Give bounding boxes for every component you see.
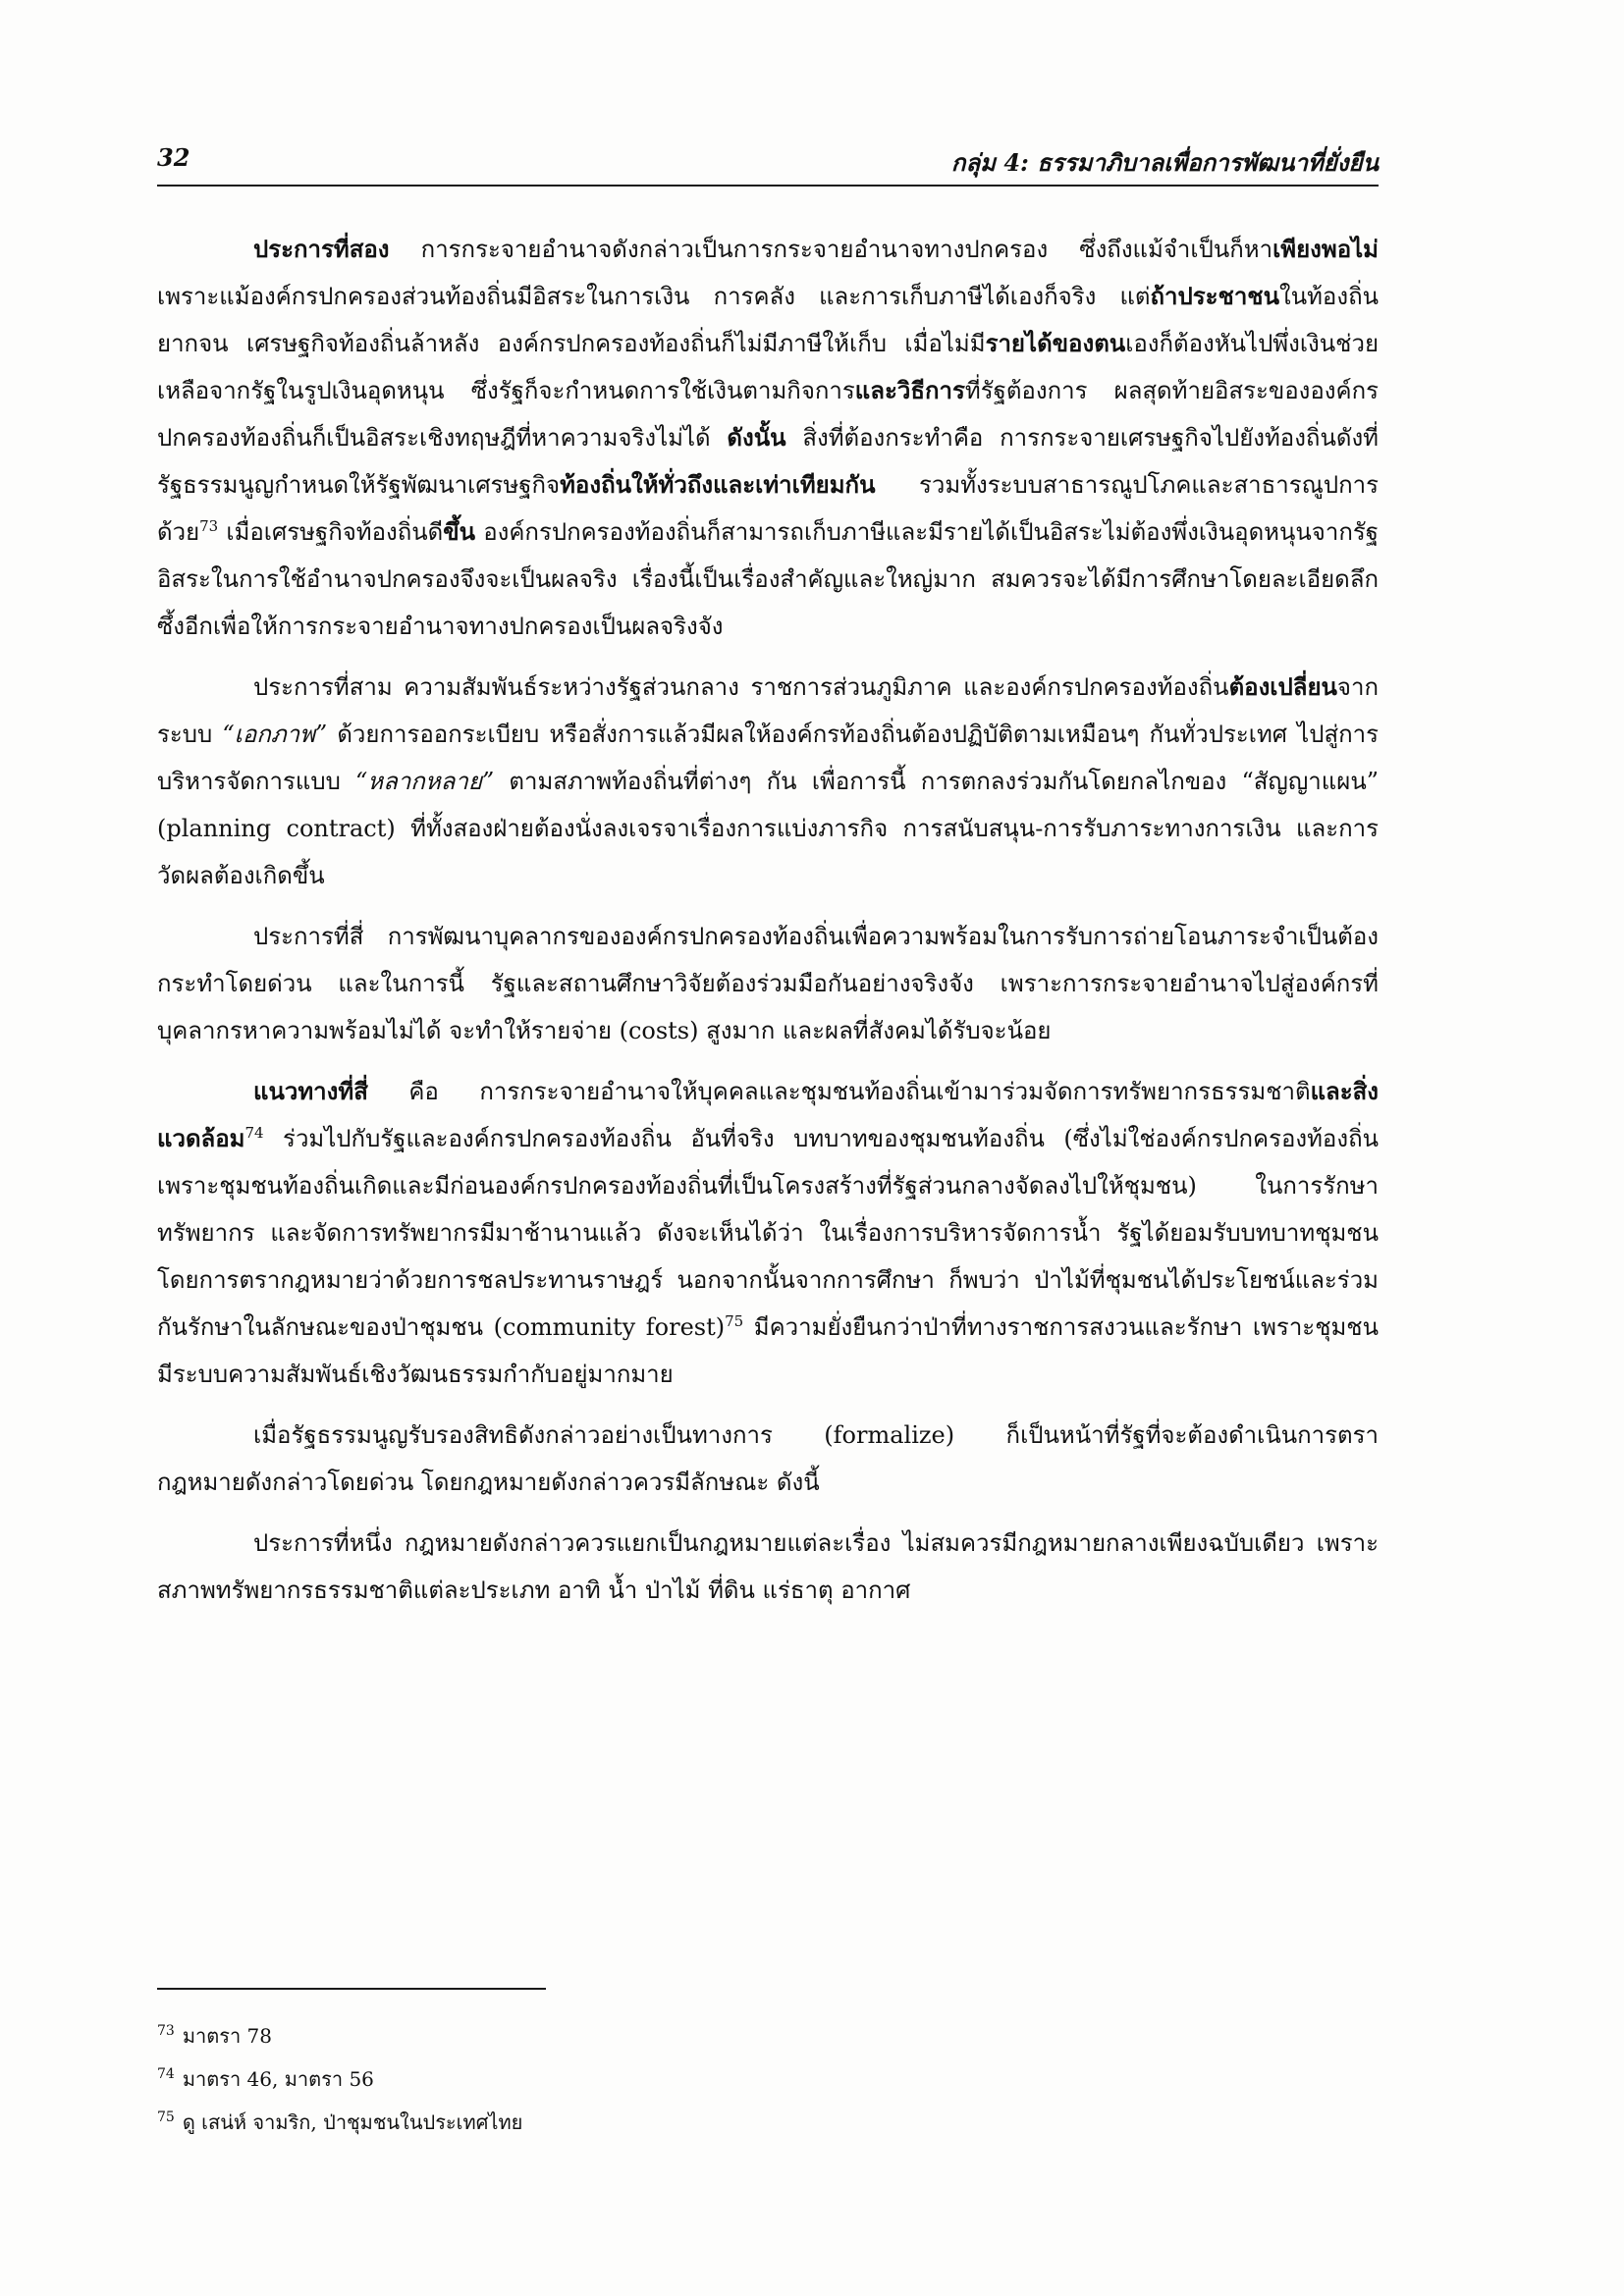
text-run: มีความยั่งยืนกว่าป่าที่ทางราชการสงวนและรักษา เพราะชุมชนมีระบบความสัมพันธ์เชิงวัฒนธรรมกำกับอยู่มากมาย <box>157 1313 1379 1388</box>
bold-run: ดังนั้น <box>727 423 786 452</box>
page-number: 32 <box>157 143 190 172</box>
footnote-text: มาตรา 46, มาตรา 56 <box>182 2067 374 2091</box>
bold-run: ท้องถิ่นให้ทั่วถึงและเท่าเทียมกัน <box>560 470 876 499</box>
italic-run: “หลากหลาย” <box>355 768 495 795</box>
footnotes <box>157 2014 1041 2144</box>
text-run: ตามสภาพท้องถิ่นที่ต่างๆ กัน เพื่อการนี้ การตกลงร่วมกันโดยกลไกของ “สัญญาแผน” (planning contract) ที่ทั้งสองฝ่ายต้องนั่งลงเจรจาเรื่องการแบ่งภารกิจ การสนับสนุน-การรับภาระทางการเงิน และการวัดผลต้องเกิดขึ้น <box>157 768 1379 889</box>
bold-run: ขึ้น <box>443 517 476 546</box>
footnote-number: 74 <box>157 2066 175 2083</box>
text-run: ร่วมไปกับรัฐและองค์กรปกครองท้องถิ่น อันที่จริง บทบาทของชุมชนท้องถิ่น (ซึ่งไม่ใช่องค์กรปกครองท้องถิ่น เพราะชุมชนท้องถิ่นเกิดและมีก่อนองค์กรปกครองท้องถิ่นที่เป็นโครงสร้างที่รัฐส่วนกลางจัดลงไปให้ชุมชน) ในการรักษาทรัพยากร และจัดการทรัพยากรมีมาช้านานแล้ว ดังจะเห็นได้ว่า ในเรื่องการบริหารจัดการน้ำ รัฐได้ยอมรับบทบาทชุมชนโดยการตรากฎหมายว่าด้วยการชลประทานราษฎร์ นอกจากนั้นจากการศึกษา ก็พบว่า ป่าไม้ที่ชุมชนได้ประโยชน์และร่วมกันรักษาในลักษณะของป่าชุมชน (community forest) <box>157 1125 1379 1341</box>
bold-run: รายได้ของตน <box>985 329 1126 357</box>
text-run: เมื่อรัฐธรรมนูญรับรองสิทธิดังกล่าวอย่างเป็นทางการ (formalize) ก็เป็นหน้าที่รัฐที่จะต้องดำเนินการตรากฎหมายดังกล่าวโดยด่วน โดยกฎหมายดังกล่าวควรมีลักษณะ ดังนี้ <box>157 1421 1379 1496</box>
text-run: ด้วยการออกระเบียบ หรือสั่งการแล้วมีผลให้องค์กรท้องถิ่นต้องปฏิบัติตามเหมือนๆ กันทั่วประเทศ ไปสู่การบริหารจัดการแบบ <box>157 721 1379 795</box>
bold-run: ถ้าประชาชน <box>1150 282 1279 310</box>
text-run: รวมทั้งระบบสาธารณูปโภคและสาธารณูปการด้วย <box>157 471 1379 546</box>
text-run: เพราะแม้องค์กรปกครองส่วนท้องถิ่นมีอิสระในการเงิน การคลัง และการเก็บภาษีได้เองก็จริง แต่ <box>157 283 1151 310</box>
paragraph <box>157 913 1379 1054</box>
text-run: สิ่งที่ต้องกระทำคือ การกระจายเศรษฐกิจไปยังท้องถิ่นดังที่รัฐธรรมนูญกำหนดให้รัฐพัฒนาเศรษฐกิจ <box>157 424 1379 499</box>
footnote-number: 75 <box>157 2109 175 2126</box>
body-text <box>157 226 1379 1628</box>
bold-run: แนวทางที่สี่ <box>253 1077 368 1105</box>
bold-run: เพียงพอไม่ <box>1272 235 1379 263</box>
text-run: เองก็ต้องหันไปพึ่งเงินช่วยเหลือจากรัฐในรูปเงินอุดหนุน ซึ่งรัฐก็จะกำหนดการใช้เงินตามกิจการ <box>157 330 1379 404</box>
text-run: เมื่อเศรษฐกิจท้องถิ่นดี <box>218 518 444 546</box>
footnote-ref: 73 <box>199 517 219 535</box>
footnote-rule <box>157 1988 546 1990</box>
footnote-number: 73 <box>157 2023 175 2040</box>
footnote <box>157 2101 1041 2144</box>
text-run: ประการที่สี่ การพัฒนาบุคลากรขององค์กรปกครองท้องถิ่นเพื่อความพร้อมในการรับการถ่ายโอนภาระจำเป็นต้องกระทำโดยด่วน และในการนี้ รัฐและสถานศึกษาวิจัยต้องร่วมมือกันอย่างจริงจัง เพราะการกระจายอำนาจไปสู่องค์กรที่บุคลากรหาความพร้อมไม่ได้ จะทำให้รายจ่าย (costs) สูงมาก และผลที่สังคมได้รับจะน้อย <box>157 923 1379 1044</box>
italic-run: “เอกภาพ” <box>222 721 328 748</box>
footnote-ref: 74 <box>244 1124 264 1142</box>
footnote-text: ดู เสน่ห์ จามริก, ป่าชุมชนในประเทศไทย <box>182 2110 523 2134</box>
running-title: กลุ่ม 4: ธรรมาภิบาลเพื่อการพัฒนาที่ยั่งยืน <box>950 148 1379 177</box>
bold-run: ประการที่สอง <box>253 235 390 263</box>
text-run: ที่รัฐต้องการ ผลสุดท้ายอิสระขององค์กรปกครองท้องถิ่นก็เป็นอิสระเชิงทฤษฎีที่หาความจริงไม่ได้ <box>157 377 1379 452</box>
paragraph <box>157 226 1379 650</box>
footnote-ref: 75 <box>725 1312 744 1330</box>
text-run: ในท้องถิ่นยากจน เศรษฐกิจท้องถิ่นล้าหลัง องค์กรปกครองท้องถิ่นก็ไม่มีภาษีให้เก็บ เมื่อไม่มี <box>157 283 1379 357</box>
text-run: ประการที่สาม ความสัมพันธ์ระหว่างรัฐส่วนกลาง ราชการส่วนภูมิภาค และองค์กรปกครองท้องถิ่น <box>253 673 1229 701</box>
running-head <box>157 143 1379 183</box>
header-rule <box>157 185 1379 187</box>
bold-run: และสิ่งแวดล้อม <box>157 1077 1379 1152</box>
paragraph <box>157 1412 1379 1506</box>
text-run: การกระจายอำนาจดังกล่าวเป็นการกระจายอำนาจทางปกครอง ซึ่งถึงแม้จำเป็นก็หา <box>389 236 1273 263</box>
bold-run: และวิธีการ <box>854 376 965 404</box>
text-run: คือ การกระจายอำนาจให้บุคคลและชุมชนท้องถิ่นเข้ามาร่วมจัดการทรัพยากรธรรมชาติ <box>367 1078 1311 1105</box>
footnote-text: มาตรา 78 <box>182 2024 273 2048</box>
paragraph <box>157 1068 1379 1398</box>
paragraph <box>157 1520 1379 1614</box>
text-run: ประการที่หนึ่ง กฎหมายดังกล่าวควรแยกเป็นกฎหมายแต่ละเรื่อง ไม่สมควรมีกฎหมายกลางเพียงฉบับเดียว เพราะสภาพทรัพยากรธรรมชาติแต่ละประเภท อาทิ น้ำ ป่าไม้ ที่ดิน แร่ธาตุ อากาศ <box>157 1529 1379 1604</box>
footnote <box>157 2057 1041 2101</box>
text-run: จากระบบ <box>157 673 1379 748</box>
footnote <box>157 2014 1041 2057</box>
paragraph <box>157 664 1379 899</box>
bold-run: ต้องเปลี่ยน <box>1228 672 1337 701</box>
text-run: องค์กรปกครองท้องถิ่นก็สามารถเก็บภาษีและมีรายได้เป็นอิสระไม่ต้องพึ่งเงินอุดหนุนจากรัฐ อิสระในการใช้อำนาจปกครองจึงจะเป็นผลจริง เรื่องนี้เป็นเรื่องสำคัญและใหญ่มาก สมควรจะได้มีการศึกษาโดยละเอียดลึกซึ้งอีกเพื่อให้การกระจายอำนาจทางปกครองเป็นผลจริงจัง <box>157 518 1379 640</box>
